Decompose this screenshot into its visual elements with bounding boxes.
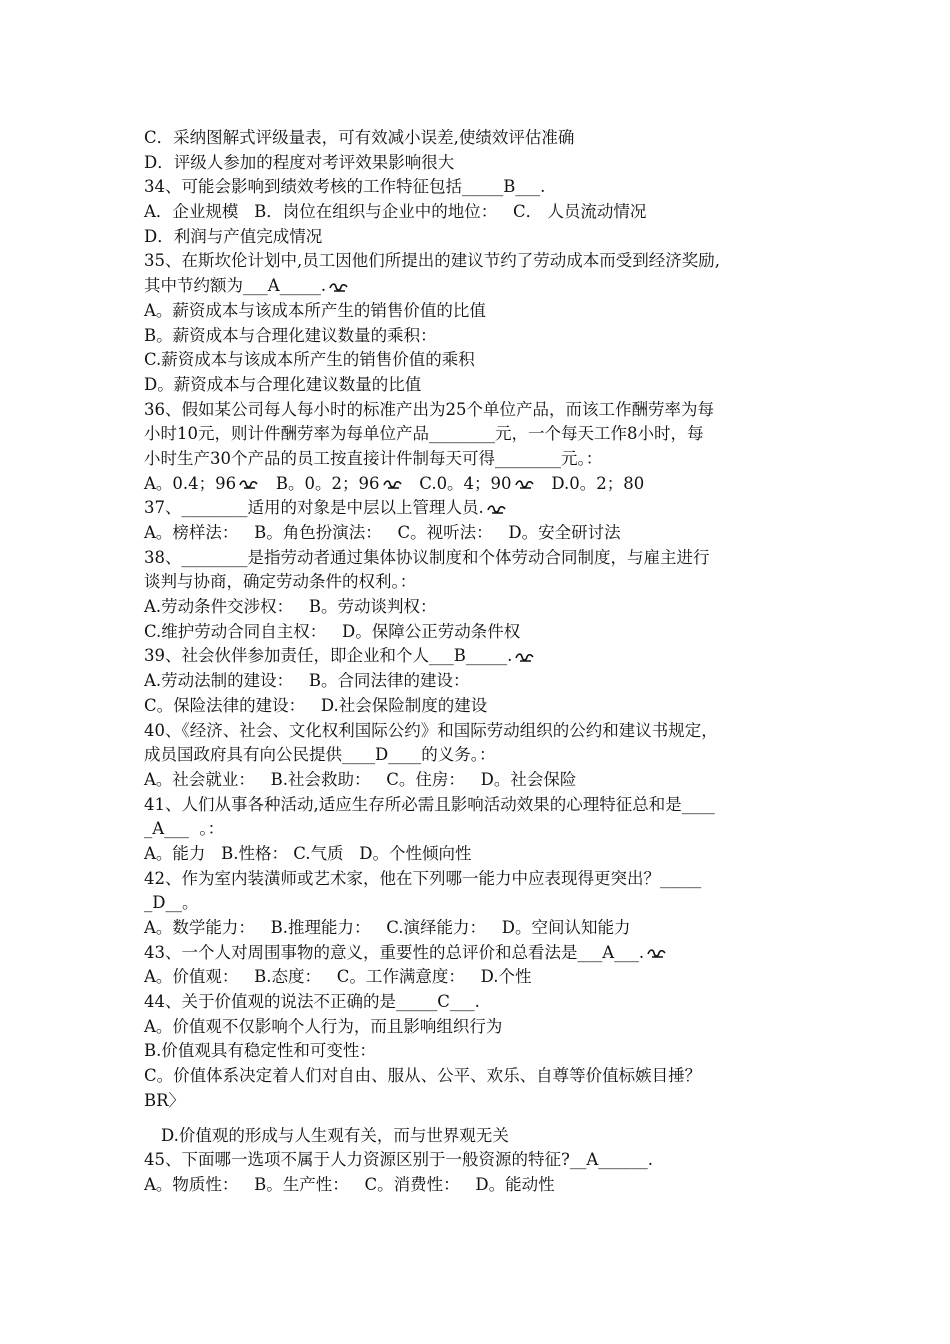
option-a: A。0.4；96 [144,473,237,493]
text-line: 小时10元，则计件酬劳率为每单位产品________元，一个每天工作8小时，每 [144,424,704,444]
scribble-icon [514,651,536,663]
text-line: _A___ 。： [144,819,225,839]
scribble-icon [486,503,508,515]
question-35: 35、在斯坎伦计划中,员工因他们所提出的建议节约了劳动成本而受到经济奖励, [144,251,720,271]
text-line: D．利润与产值完成情况 [144,226,323,246]
question-39 [144,644,824,669]
text-line: A。价值观不仅影响个人行为，而且影响组织行为 [144,1016,503,1036]
text-line [144,274,824,299]
option-c: C.0。4；90 [419,473,512,493]
document-page [144,126,824,1198]
scribble-icon [646,947,668,959]
question-36: 36、假如某公司每人每小时的标准产出为25个单位产品，而该工作酬劳率为每 [144,399,714,419]
text-line: 谈判与协商，确定劳动条件的权利。： [144,572,417,592]
text-line-content: 37、________适用的对象是中层以上管理人员. [144,498,484,518]
text-line: A。数学能力： B.推理能力： C.演绎能力： D。空间认知能力 [144,918,631,937]
question-44: 44、关于价值观的说法不正确的是_____C___. [144,992,480,1012]
text-line: C。价值体系决定着人们对自由、服从、公平、欢乐、自尊等价值标嫉目捶？ [144,1066,702,1086]
question-40: 40、《经济、社会、文化权利国际公约》和国际劳动组织的公约和建议书规定， [144,720,718,740]
text-line: A.劳动法制的建设： B。合同法律的建设： [144,671,470,691]
text-line: A.劳动条件交涉权： B。劳动谈判权： [144,597,437,617]
options-line-36 [144,472,824,497]
text-line: A。能力 B.性格： C.气质 D。个性倾向性 [144,843,472,863]
question-41: 41、人们从事各种活动,适应生存所必需且影响活动效果的心理特征总和是____ [144,794,715,814]
text-line: B.价值观具有稳定性和可变性： [144,1041,376,1061]
text-line: BR〉 [144,1090,186,1110]
text-line: _D__。 [144,893,199,913]
scribble-icon [238,478,260,490]
text-line-content: 其中节约额为___A_____. [144,276,327,296]
question-45: 45、下面哪一选项不属于人力资源区别于一般资源的特征?__A______. [144,1150,654,1170]
text-line: 小时生产30个产品的员工按直接计件制每天可得________元。： [144,448,603,468]
text-line-content: 39、社会伙伴参加责任，即企业和个人___B_____. [144,646,513,666]
paragraph-gap [144,1114,824,1124]
text-line: A。价值观： B.态度： C。工作满意度： D.个性 [144,967,532,987]
question-42: 42、作为室内装潢师或艺术家，他在下列哪一能力中应表现得更突出？_____ [144,868,702,888]
text-line: D．评级人参加的程度对考评效果影响很大 [144,152,455,172]
question-34: 34、可能会影响到绩效考核的工作特征包括_____B___. [144,177,546,197]
scribble-icon [382,478,404,490]
text-line: D.价值观的形成与人生观有关，而与世界观无关 [161,1125,509,1145]
option-d: D.0。2；80 [551,473,645,493]
text-line: B。薪资成本与合理化建议数量的乘积： [144,325,437,345]
scribble-icon [514,478,536,490]
text-line: A。薪资成本与该成本所产生的销售价值的比值 [144,300,486,320]
scribble-icon [328,281,350,293]
question-38: 38、________是指劳动者通过集体协议制度和个体劳动合同制度，与雇主进行 [144,547,710,567]
question-37 [144,496,824,521]
question-43 [144,941,824,966]
text-line: C．采纳图解式评级量表，可有效减小误差,使绩效评估准确 [144,128,575,147]
text-line: C.维护劳动合同自主权： D。保障公正劳动条件权 [144,621,521,641]
text-line-content: 43、一个人对周围事物的意义，重要性的总评价和总看法是___A___. [144,942,645,962]
text-line: 成员国政府具有向公民提供____D____的义务。： [144,745,496,765]
option-b: B。0。2；96 [275,473,380,493]
text-line: A。物质性： B。生产性： C。消费性： D。能动性 [144,1174,555,1194]
text-line: A。榜样法： B。角色扮演法： C。视听法： D。安全研讨法 [144,523,621,542]
text-line: C。保险法律的建设： D.社会保险制度的建设 [144,695,488,715]
text-line: D。薪资成本与合理化建议数量的比值 [144,374,422,394]
text-line: A．企业规模 B．岗位在组织与企业中的地位： C． 人员流动情况 [144,202,647,222]
text-line: C.薪资成本与该成本所产生的销售价值的乘积 [144,350,475,370]
text-line: A。社会就业： B.社会救助： C。住房： D。社会保险 [144,769,577,789]
